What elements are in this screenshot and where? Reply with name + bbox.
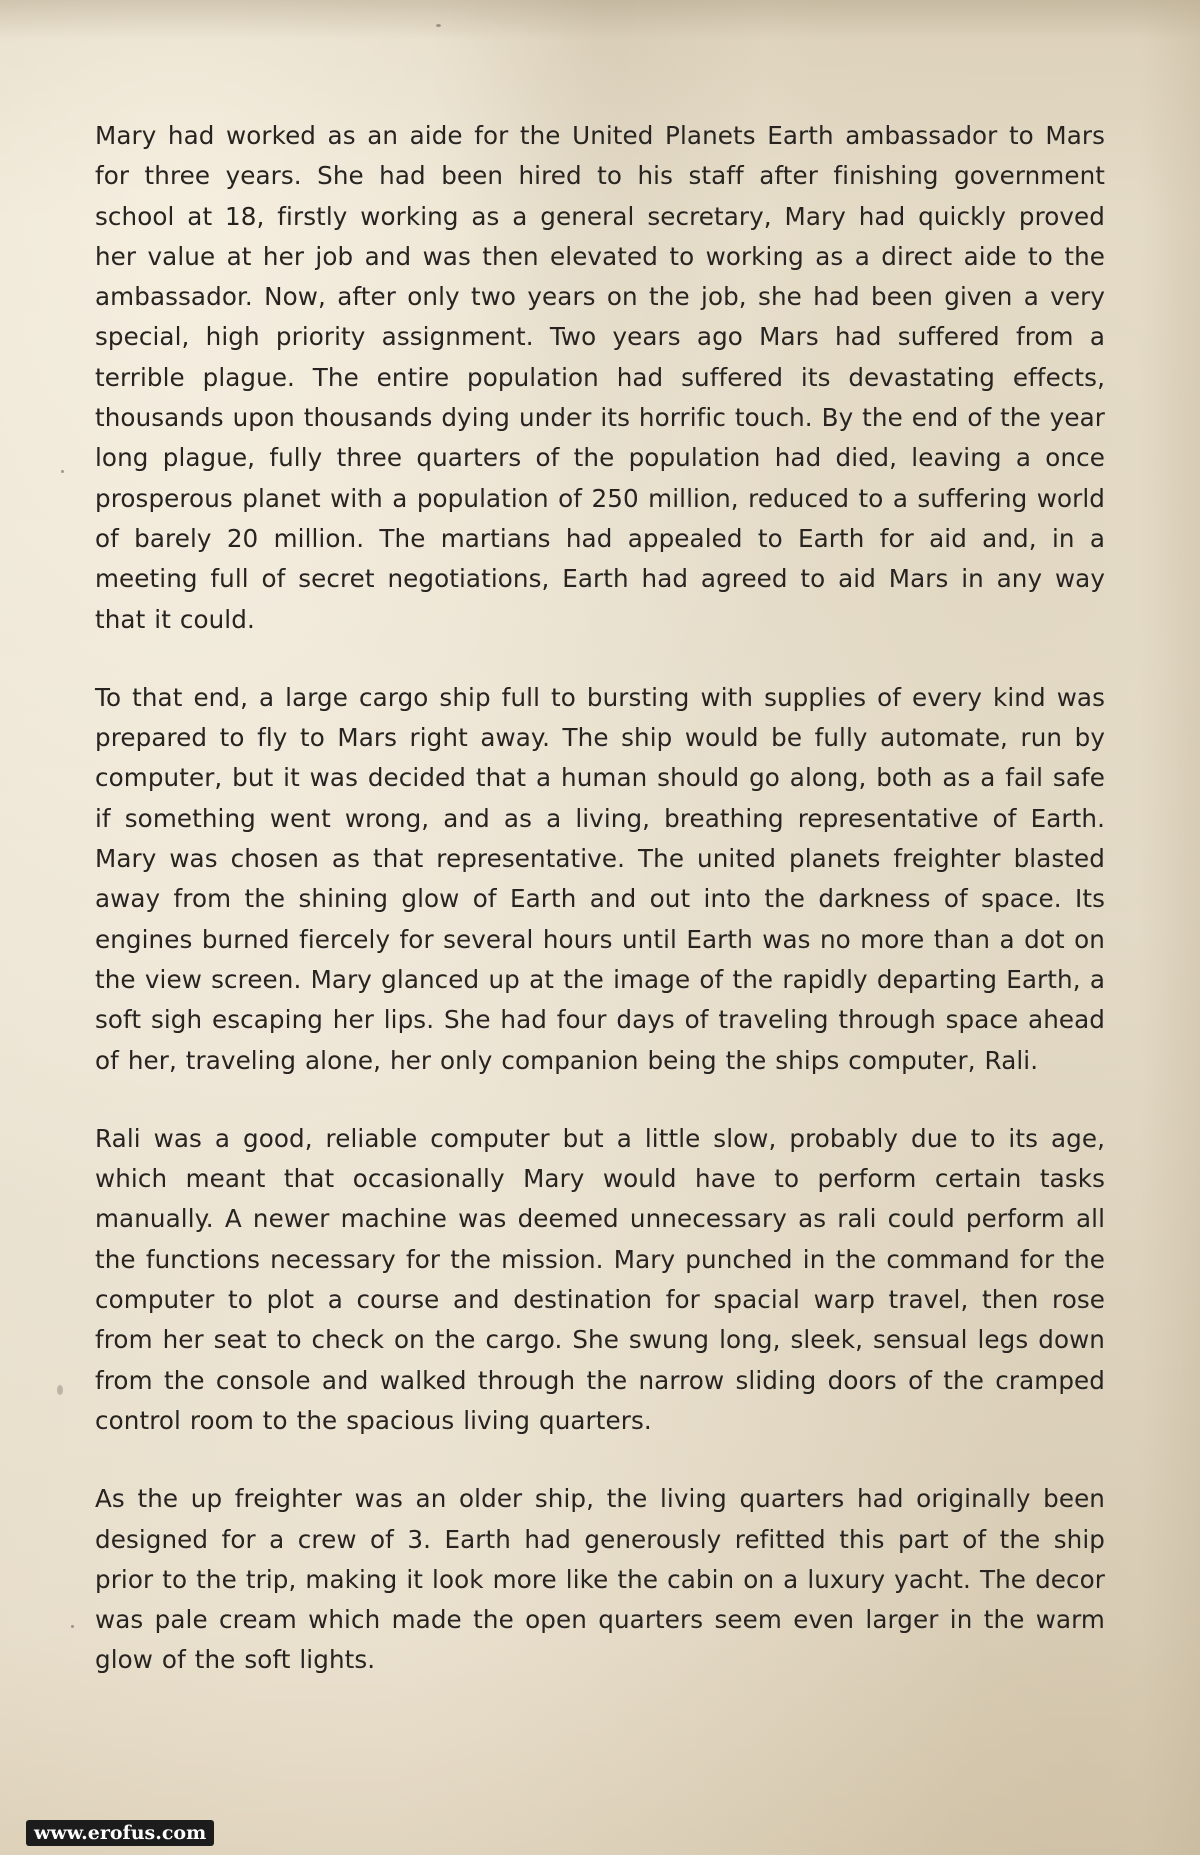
story-text [95,116,1105,1719]
site-watermark: www.erofus.com [26,1820,214,1846]
paper-speck [71,1625,74,1628]
paragraph-1: Mary had worked as an aide for the United Planets Earth ambassador to Mars for three years. She had been hired to his staff after finishing government school at 18, firstly working as a general secretary, Mary had quickly proved her value at her job and was then elevated to working as a direct aide to the ambassador. Now, after only two years on the job, she had been given a very special, high priority assignment. Two years ago Mars had suffered from a terrible plague. The entire population had suffered its devastating effects, thousands upon thousands dying under its horrific touch. By the end of the year long plague, fully three quarters of the population had died, leaving a once prosperous planet with a population of 250 million, reduced to a suffering world of barely 20 million. The martians had appealed to Earth for aid and, in a meeting full of secret negotiations, Earth had agreed to aid Mars in any way that it could. [95,121,1105,634]
paper-speck [436,24,441,27]
paper-speck [61,470,64,473]
paper-speck [57,1385,63,1395]
paragraph-2: To that end, a large cargo ship full to bursting with supplies of every kind was prepared to fly to Mars right away. The ship would be fully automate, run by computer, but it was decided that a human should go along, both as a fail safe if something went wrong, and as a living, breathing representative of Earth. Mary was chosen as that representative. The united planets freighter blasted away from the shining glow of Earth and out into the darkness of space. Its engines burned fiercely for several hours until Earth was no more than a dot on the view screen. Mary glanced up at the image of the rapidly departing Earth, a soft sigh escaping her lips. She had four days of traveling through space ahead of her, traveling alone, her only companion being the ships computer, Rali. [95,682,1105,1075]
paragraph-3: Rali was a good, reliable computer but a little slow, probably due to its age, which meant that occasionally Mary would have to perform certain tasks manually. A newer machine was deemed unnecessary as rali could perform all the functions necessary for the mission. Mary punched in the command for the computer to plot a course and destination for spacial warp travel, then rose from her seat to check on the cargo. She swung long, sleek, sensual legs down from the console and walked through the narrow sliding doors of the cramped control room to the spacious living quarters. [95,1123,1105,1435]
page-shadow-right [1140,0,1200,1855]
paragraph-4: As the up freighter was an older ship, the living quarters had originally been designed for a crew of 3. Earth had generously refitted this part of the ship prior to the trip, making it look more like the cabin on a luxury yacht. The decor was pale cream which made the open quarters seem even larger in the warm glow of the soft lights. [95,1484,1105,1675]
page-shadow-top [0,0,1200,40]
